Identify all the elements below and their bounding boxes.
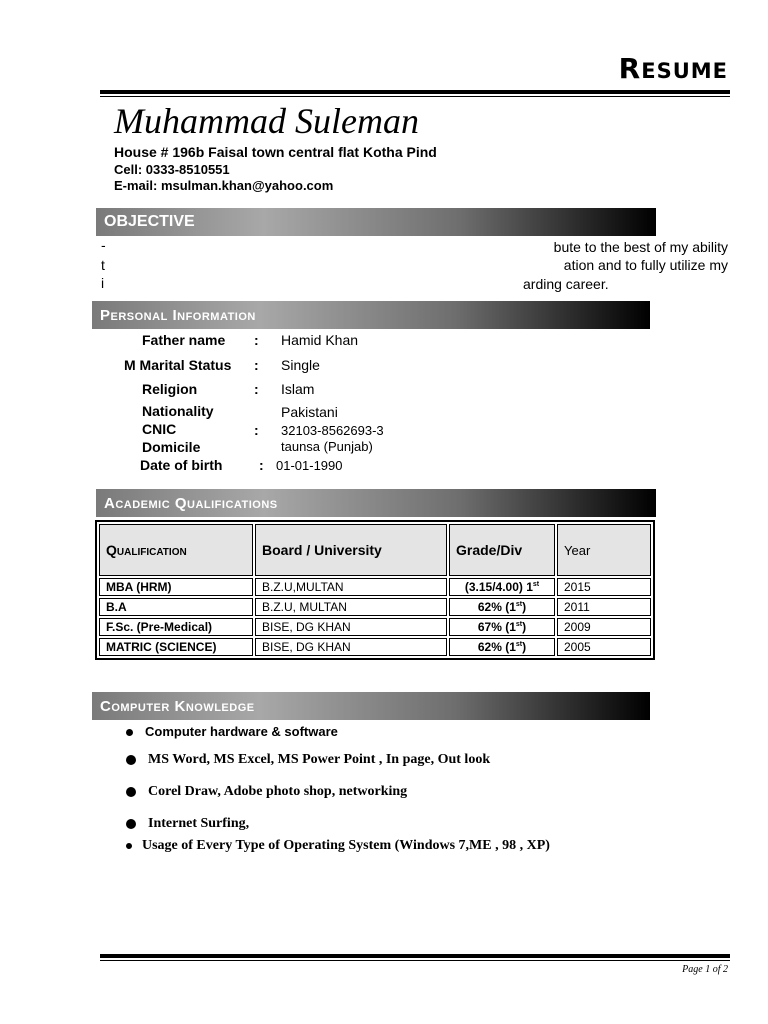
nationality-value: Pakistani	[281, 404, 338, 420]
board-cell: BISE, DG KHAN	[255, 638, 447, 656]
father-name-label: Father name	[142, 332, 226, 348]
religion-value: Islam	[281, 381, 315, 397]
candidate-name: Muhammad Suleman	[114, 101, 419, 141]
marital-status-value: Single	[281, 357, 320, 373]
top-divider	[100, 90, 730, 94]
grade-cell: 62% (1st)	[449, 638, 555, 656]
qualification-cell: F.Sc. (Pre-Medical)	[99, 618, 253, 636]
table-row	[99, 598, 651, 616]
col-grade: Grade/Div	[449, 524, 555, 576]
nationality-label: Nationality	[142, 403, 214, 419]
dob-label: Date of birth	[140, 457, 223, 473]
col-year: Year	[557, 524, 651, 576]
list-item: Computer hardware & software	[126, 724, 338, 739]
table-row	[99, 578, 651, 596]
email: E-mail: msulman.khan@yahoo.com	[114, 178, 334, 193]
cnic-label: CNIC	[142, 421, 177, 437]
col-qualification: Qualification	[99, 524, 253, 576]
list-item: Internet Surfing,	[126, 816, 249, 832]
table-row	[99, 638, 651, 656]
board-cell: B.Z.U, MULTAN	[255, 598, 447, 616]
address: House # 196b Faisal town central flat Kotha Pind	[114, 144, 437, 160]
dob-value: 01-01-1990	[276, 458, 343, 473]
year-cell: 2009	[557, 618, 651, 636]
domicile-value: taunsa (Punjab)	[281, 439, 373, 454]
dob-colon: :	[259, 457, 264, 473]
grade-cell: (3.15/4.00) 1st	[449, 578, 555, 596]
table-row	[99, 618, 651, 636]
qualification-cell: MATRIC (SCIENCE)	[99, 638, 253, 656]
objective-line-2-start: t	[101, 257, 105, 273]
objective-line-1-end: bute to the best of my ability	[553, 239, 728, 255]
bullet-icon	[126, 755, 136, 765]
objective-heading: OBJECTIVE	[96, 208, 656, 236]
year-cell: 2011	[557, 598, 651, 616]
bullet-icon	[126, 787, 136, 797]
father-name-colon: :	[254, 332, 259, 348]
bullet-icon	[126, 819, 136, 829]
cell-number: Cell: 0333-8510551	[114, 162, 230, 177]
qualification-cell: B.A	[99, 598, 253, 616]
objective-line-1-start: -	[101, 237, 106, 253]
objective-line-3-end: arding career.	[523, 276, 609, 292]
table-header-row	[99, 524, 651, 576]
religion-label: Religion	[142, 381, 198, 397]
grade-cell: 67% (1st)	[449, 618, 555, 636]
domicile-label: Domicile	[142, 439, 201, 455]
list-item: MS Word, MS Excel, MS Power Point , In page, Out look	[126, 752, 490, 768]
bullet-icon	[126, 729, 133, 736]
bottom-divider	[100, 954, 730, 958]
personal-info-heading: Personal Information	[92, 301, 650, 329]
list-item: Corel Draw, Adobe photo shop, networking	[126, 784, 407, 800]
resume-heading: RESUME	[618, 52, 728, 85]
bullet-icon	[126, 843, 132, 849]
objective-line-3-start: i	[101, 275, 105, 291]
academic-table	[95, 520, 655, 660]
cnic-value: 32103-8562693-3	[281, 423, 384, 438]
marital-status-label: M Marital Status	[124, 357, 232, 373]
list-item: Usage of Every Type of Operating System (Windows 7,ME , 98 , XP)	[126, 838, 550, 854]
father-name-value: Hamid Khan	[281, 332, 359, 348]
year-cell: 2015	[557, 578, 651, 596]
top-divider-thin	[100, 96, 730, 97]
cnic-colon: :	[254, 422, 259, 438]
year-cell: 2005	[557, 638, 651, 656]
board-cell: BISE, DG KHAN	[255, 618, 447, 636]
computer-heading: Computer Knowledge	[92, 692, 650, 720]
page-number: Page 1 of 2	[682, 964, 728, 975]
marital-status-colon: :	[254, 357, 259, 373]
col-board: Board / University	[255, 524, 447, 576]
grade-cell: 62% (1st)	[449, 598, 555, 616]
bottom-divider-thin	[100, 960, 730, 961]
objective-line-2-end: ation and to fully utilize my	[563, 257, 728, 273]
religion-colon: :	[254, 381, 259, 397]
academic-heading: Academic Qualifications	[96, 489, 656, 517]
qualification-cell: MBA (HRM)	[99, 578, 253, 596]
board-cell: B.Z.U,MULTAN	[255, 578, 447, 596]
